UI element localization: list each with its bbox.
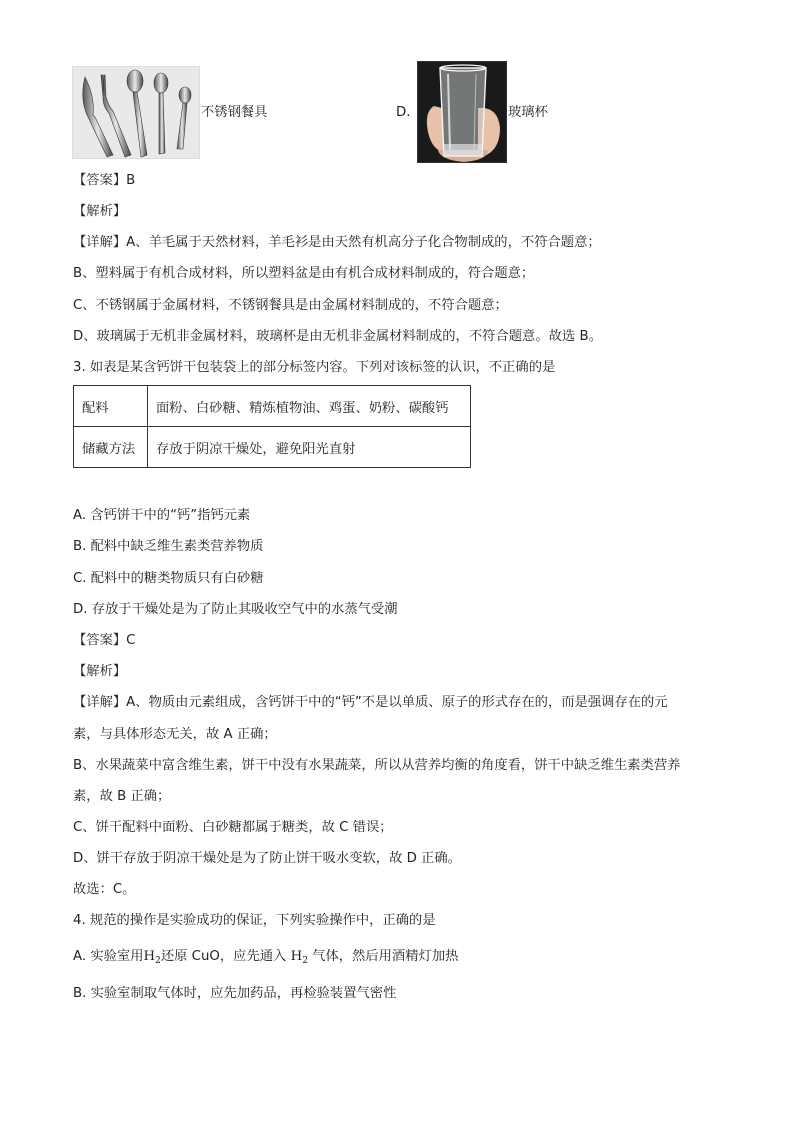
q3-answer: 【答案】C bbox=[73, 633, 136, 648]
q4-option-b: B. 实验室制取气体时，应先加药品，再检验装置气密性 bbox=[73, 986, 397, 1001]
q2-detail-line: C、不锈钢属于金属材料，不锈钢餐具是由金属材料制成的，不符合题意； bbox=[73, 298, 508, 313]
table-cell-label: 储藏方法 bbox=[74, 427, 148, 468]
q3-detail-line: 素，故 B 正确； bbox=[73, 789, 171, 804]
q2-detail-line: 【详解】A、羊毛属于天然材料，羊毛衫是由天然有机高分子化合物制成的，不符合题意； bbox=[73, 235, 601, 250]
q3-option-c: C. 配料中的糖类物质只有白砂糖 bbox=[73, 571, 264, 586]
table-row bbox=[74, 427, 471, 468]
q4-option-a-part1: A. 实验室用 bbox=[73, 949, 144, 964]
q2-answer: 【答案】B bbox=[73, 173, 136, 188]
q3-option-d: D. 存放于干燥处是为了防止其吸收空气中的水蒸气受潮 bbox=[73, 602, 398, 617]
q3-analysis-heading: 【解析】 bbox=[73, 664, 127, 679]
q4-option-a bbox=[73, 948, 458, 970]
q3-detail-line: D、饼干存放于阴凉干燥处是为了防止饼干吸水变软，故 D 正确。 bbox=[73, 851, 461, 866]
q3-detail-line: 素，与具体形态无关，故 A 正确； bbox=[73, 727, 277, 742]
q2-detail-line: B、塑料属于有机合成材料，所以塑料盆是由有机合成材料制成的，符合题意； bbox=[73, 266, 535, 281]
label-table bbox=[73, 385, 471, 468]
q4-option-a-part3: 气体，然后用酒精灯加热 bbox=[312, 949, 459, 964]
table-row bbox=[74, 386, 471, 427]
q3-detail-line: 【详解】A、物质由元素组成，含钙饼干中的“钙”不是以单质、原子的形式存在的，而是强调存在的元 bbox=[73, 695, 668, 710]
q3-option-a: A. 含钙饼干中的“钙”指钙元素 bbox=[73, 508, 251, 523]
q2-detail-line: D、玻璃属于无机非金属材料，玻璃杯是由无机非金属材料制成的，不符合题意。故选 B。 bbox=[73, 329, 602, 344]
q3-detail-line: B、水果蔬菜中富含维生素，饼干中没有水果蔬菜，所以从营养均衡的角度看，饼干中缺乏维生素类营养 bbox=[73, 758, 681, 773]
option-d-text: 玻璃杯 bbox=[508, 105, 548, 120]
q3-option-b: B. 配料中缺乏维生素类营养物质 bbox=[73, 539, 264, 554]
q3-stem: 3. 如表是某含钙饼干包装袋上的部分标签内容。下列对该标签的认识，不正确的是 bbox=[73, 360, 556, 375]
table-cell-value: 面粉、白砂糖、精炼植物油、鸡蛋、奶粉、碳酸钙 bbox=[148, 386, 471, 427]
h2-formula: $H_2$ bbox=[290, 949, 308, 966]
option-d-prefix: D. bbox=[396, 105, 411, 120]
glass-image bbox=[417, 61, 507, 163]
cutlery-image bbox=[72, 66, 200, 159]
q3-detail-line: 故选：C。 bbox=[73, 882, 136, 897]
q3-detail-line: C、饼干配料中面粉、白砂糖都属于糖类，故 C 错误； bbox=[73, 820, 393, 835]
q2-analysis-heading: 【解析】 bbox=[73, 204, 127, 219]
q4-option-a-part2: 还原 CuO，应先通入 bbox=[160, 949, 287, 964]
option-c-text: 不锈钢餐具 bbox=[201, 105, 268, 120]
h2-formula: $H_2$ bbox=[143, 949, 161, 966]
q4-stem: 4. 规范的操作是实验成功的保证，下列实验操作中，正确的是 bbox=[73, 913, 436, 928]
table-cell-label: 配料 bbox=[74, 386, 148, 427]
table-cell-value: 存放于阴凉干燥处，避免阳光直射 bbox=[148, 427, 471, 468]
